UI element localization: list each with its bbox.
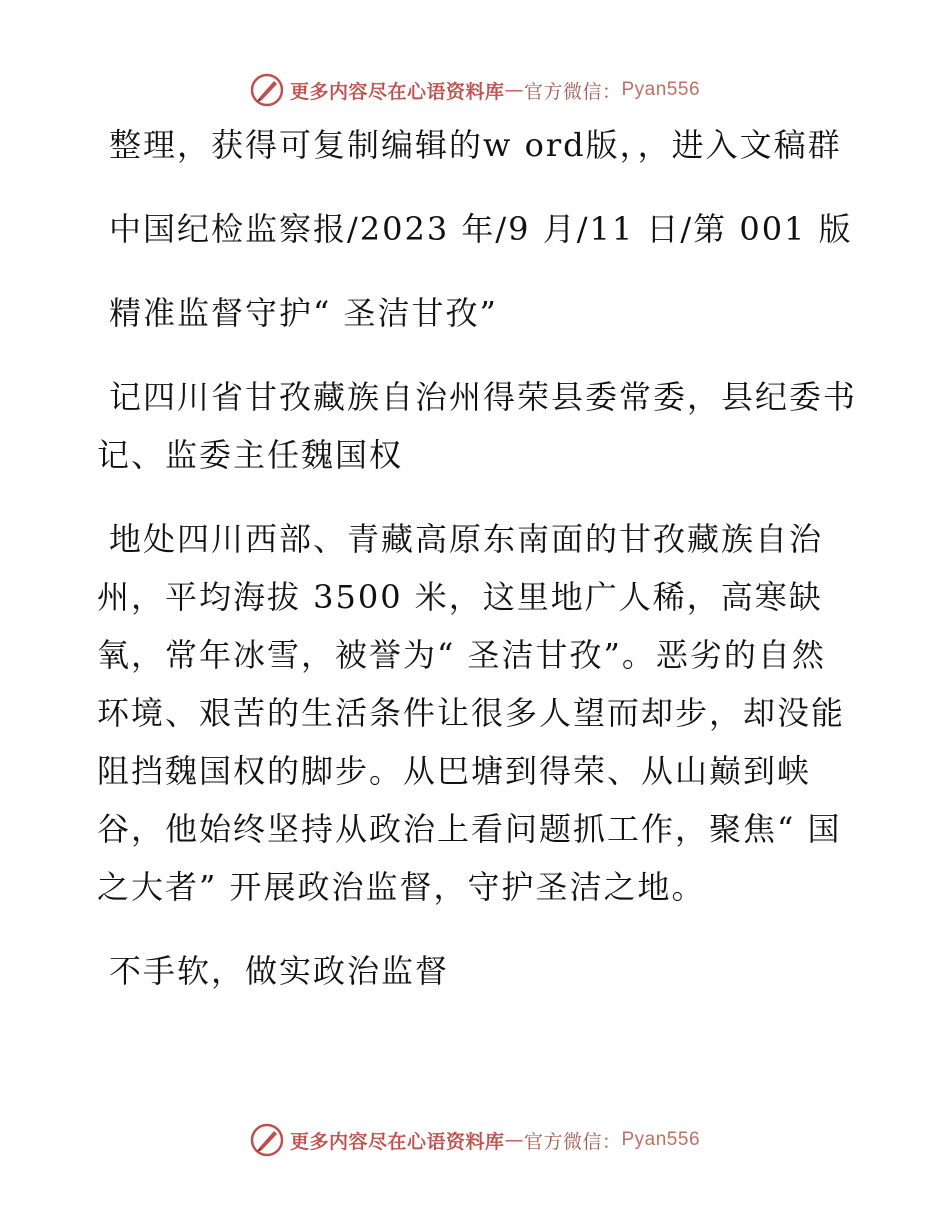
watermark-main-text: 更多内容尽在心语资料库 xyxy=(289,1130,505,1153)
document-body xyxy=(97,116,857,1026)
quill-logo-icon xyxy=(250,73,284,107)
paragraph-source: 中国纪检监察报/2023 年/9 月/11 日/第 001 版 xyxy=(109,210,853,248)
watermark-wechat-id: Pyan556 xyxy=(621,1129,701,1150)
article-title: 精准监督守护“ 圣洁甘孜” xyxy=(109,294,498,332)
section-heading: 不手软，做实政治监督 xyxy=(109,952,450,990)
quill-logo-icon xyxy=(250,1123,284,1157)
watermark-official-label: 官方微信： xyxy=(523,80,622,103)
header-watermark xyxy=(0,70,950,110)
watermark-official-label: 官方微信： xyxy=(523,1130,622,1153)
paragraph-intro: 整理，获得可复制编辑的w ord版，，进入文稿群 xyxy=(109,126,842,164)
watermark-separator: — xyxy=(504,1129,524,1151)
watermark-main-text: 更多内容尽在心语资料库 xyxy=(289,80,505,103)
watermark-separator: — xyxy=(504,79,524,101)
watermark-wechat-id: Pyan556 xyxy=(621,79,701,100)
paragraph-body: 地处四川西部、青藏高原东南面的甘孜藏族自治州，平均海拔 3500 米，这里地广人稀，高寒缺氧，常年冰雪，被誉为“ 圣洁甘孜”。恶劣的自然环境、艰苦的生活条件让很多人望而却步，却没能阻挡魏国权的脚步。从巴塘到得荣、从山巅到峡谷，他始终坚持从政治上看问题抓工作，聚焦“ 国之大者” 开展政治监督，守护圣洁之地。 xyxy=(97,520,846,906)
article-subtitle: 记四川省甘孜藏族自治州得荣县委常委，县纪委书记、监委主任魏国权 xyxy=(97,378,858,474)
footer-watermark xyxy=(0,1120,950,1160)
